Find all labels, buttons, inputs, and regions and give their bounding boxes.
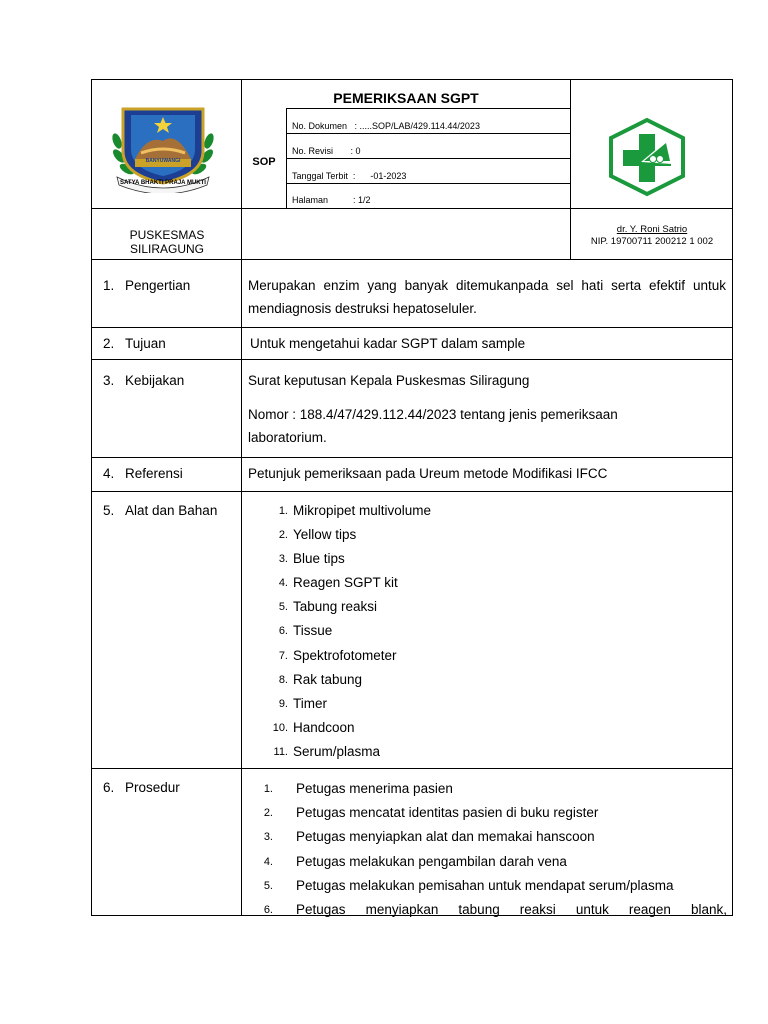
section-number: 4. xyxy=(103,466,115,481)
item-number: 9. xyxy=(278,697,288,710)
item-text: Spektrofotometer xyxy=(293,647,397,663)
item-number: 6. xyxy=(263,903,273,916)
puskesmas-logo xyxy=(608,117,686,197)
list-item xyxy=(248,523,708,547)
item-number: 6. xyxy=(278,625,288,638)
item-text: Tissue xyxy=(293,623,333,639)
item-number: 2. xyxy=(263,807,273,820)
no-revisi: No. Revisi : 0 xyxy=(292,146,361,156)
item-text: Petugas menyiapkan tabung reaksi untuk reagen blank, xyxy=(296,901,727,917)
list-item xyxy=(248,644,708,668)
section-title: Pengertian xyxy=(125,278,191,293)
item-text: Yellow tips xyxy=(293,527,357,543)
sop-label: SOP xyxy=(252,156,276,168)
item-number: 4. xyxy=(263,855,273,868)
item-number: 3. xyxy=(263,831,273,844)
item-text: Petugas melakukan pemisahan untuk mendapat serum/plasma xyxy=(296,877,674,893)
item-number: 11. xyxy=(273,745,288,758)
item-number: 5. xyxy=(278,601,288,614)
alat-list xyxy=(248,499,708,764)
list-item xyxy=(248,740,708,764)
item-text: Handcoon xyxy=(293,719,355,735)
item-text: Rak tabung xyxy=(293,671,363,687)
item-text: Tabung reaksi xyxy=(293,599,378,615)
item-number: 1. xyxy=(263,783,273,795)
list-item xyxy=(248,547,708,571)
section-title: Referensi xyxy=(125,466,183,481)
section-kebijakan-line1: Surat keputusan Kepala Puskesmas Siliragung xyxy=(248,373,530,388)
section-title: Kebijakan xyxy=(125,373,185,388)
item-text: Petugas menyiapkan alat dan memakai hanscoon xyxy=(296,829,595,845)
item-number: 1. xyxy=(278,505,288,517)
halaman: Halaman : 1/2 xyxy=(292,195,371,205)
list-item xyxy=(248,595,708,619)
item-text: Petugas melakukan pengambilan darah vena xyxy=(296,853,567,869)
item-text: Mikropipet multivolume xyxy=(293,503,432,518)
section-tujuan-label xyxy=(103,332,239,355)
list-item xyxy=(249,825,729,849)
item-number: 10. xyxy=(272,721,288,734)
section-title: Prosedur xyxy=(125,780,180,795)
list-item xyxy=(248,619,708,643)
section-number: 1. xyxy=(103,278,115,293)
list-item xyxy=(249,801,729,825)
no-dokumen: No. Dokumen : .....SOP/LAB/429.114.44/2023 xyxy=(292,121,480,131)
item-number: 8. xyxy=(278,673,288,686)
organization-name-line2: SILIRAGUNG xyxy=(129,242,204,256)
list-item xyxy=(248,499,708,523)
section-alat-label xyxy=(103,499,239,522)
emblem-band-text: BANYUWANGI xyxy=(145,158,181,164)
tanggal-terbit: Tanggal Terbit : -01-2023 xyxy=(292,171,407,181)
section-kebijakan-label xyxy=(103,369,239,392)
item-number: 3. xyxy=(278,553,288,566)
section-number: 5. xyxy=(103,503,115,518)
signer-block xyxy=(572,224,732,248)
item-text: Timer xyxy=(293,695,327,711)
section-title: Tujuan xyxy=(125,336,166,351)
section-prosedur-label xyxy=(103,776,239,799)
list-item xyxy=(248,571,708,595)
section-number: 2. xyxy=(103,336,115,351)
item-text: Blue tips xyxy=(293,551,345,567)
section-number: 3. xyxy=(103,373,115,388)
section-pengertian-label xyxy=(103,274,239,297)
list-item xyxy=(249,850,729,874)
item-number: 5. xyxy=(263,879,273,892)
item-text: Reagen SGPT kit xyxy=(293,575,398,591)
section-pengertian-text: Merupakan enzim yang banyak ditemukanpada sel hati serta efektif untuk mendiagnosis destruksi hepatoseluler. xyxy=(248,278,726,316)
signer-name: dr. Y. Roni Satrio xyxy=(616,224,688,235)
list-item xyxy=(249,898,729,922)
list-item xyxy=(249,777,729,801)
section-referensi-label xyxy=(103,462,239,485)
list-item xyxy=(249,874,729,898)
organization-name-line1: PUSKESMAS xyxy=(129,228,205,242)
list-item xyxy=(248,668,708,692)
section-title: Alat dan Bahan xyxy=(125,503,218,518)
item-text: Serum/plasma xyxy=(293,743,381,759)
signer-nip: NIP. 19700711 200212 1 002 xyxy=(590,236,714,247)
prosedur-list xyxy=(249,777,729,922)
item-number: 2. xyxy=(278,529,288,542)
section-kebijakan-line2: Nomor : 188.4/47/429.112.44/2023 tentang jenis pemeriksaan laboratorium. xyxy=(248,407,618,445)
item-text: Petugas menerima pasien xyxy=(296,781,453,796)
item-number: 4. xyxy=(278,577,288,590)
item-text: Petugas mencatat identitas pasien di buku register xyxy=(296,805,599,821)
list-item xyxy=(248,716,708,740)
organization-name xyxy=(92,228,242,256)
emblem-motto-text: SATYA BHAKTI PRAJA MUKTI xyxy=(120,180,206,186)
section-tujuan-text: Untuk mengetahui kadar SGPT dalam sample xyxy=(250,336,526,351)
section-referensi-text: Petunjuk pemeriksaan pada Ureum metode Modifikasi IFCC xyxy=(248,466,608,481)
document-title: PEMERIKSAAN SGPT xyxy=(333,90,479,106)
list-item xyxy=(248,692,708,716)
item-number: 7. xyxy=(278,649,288,662)
section-number: 6. xyxy=(103,780,115,795)
